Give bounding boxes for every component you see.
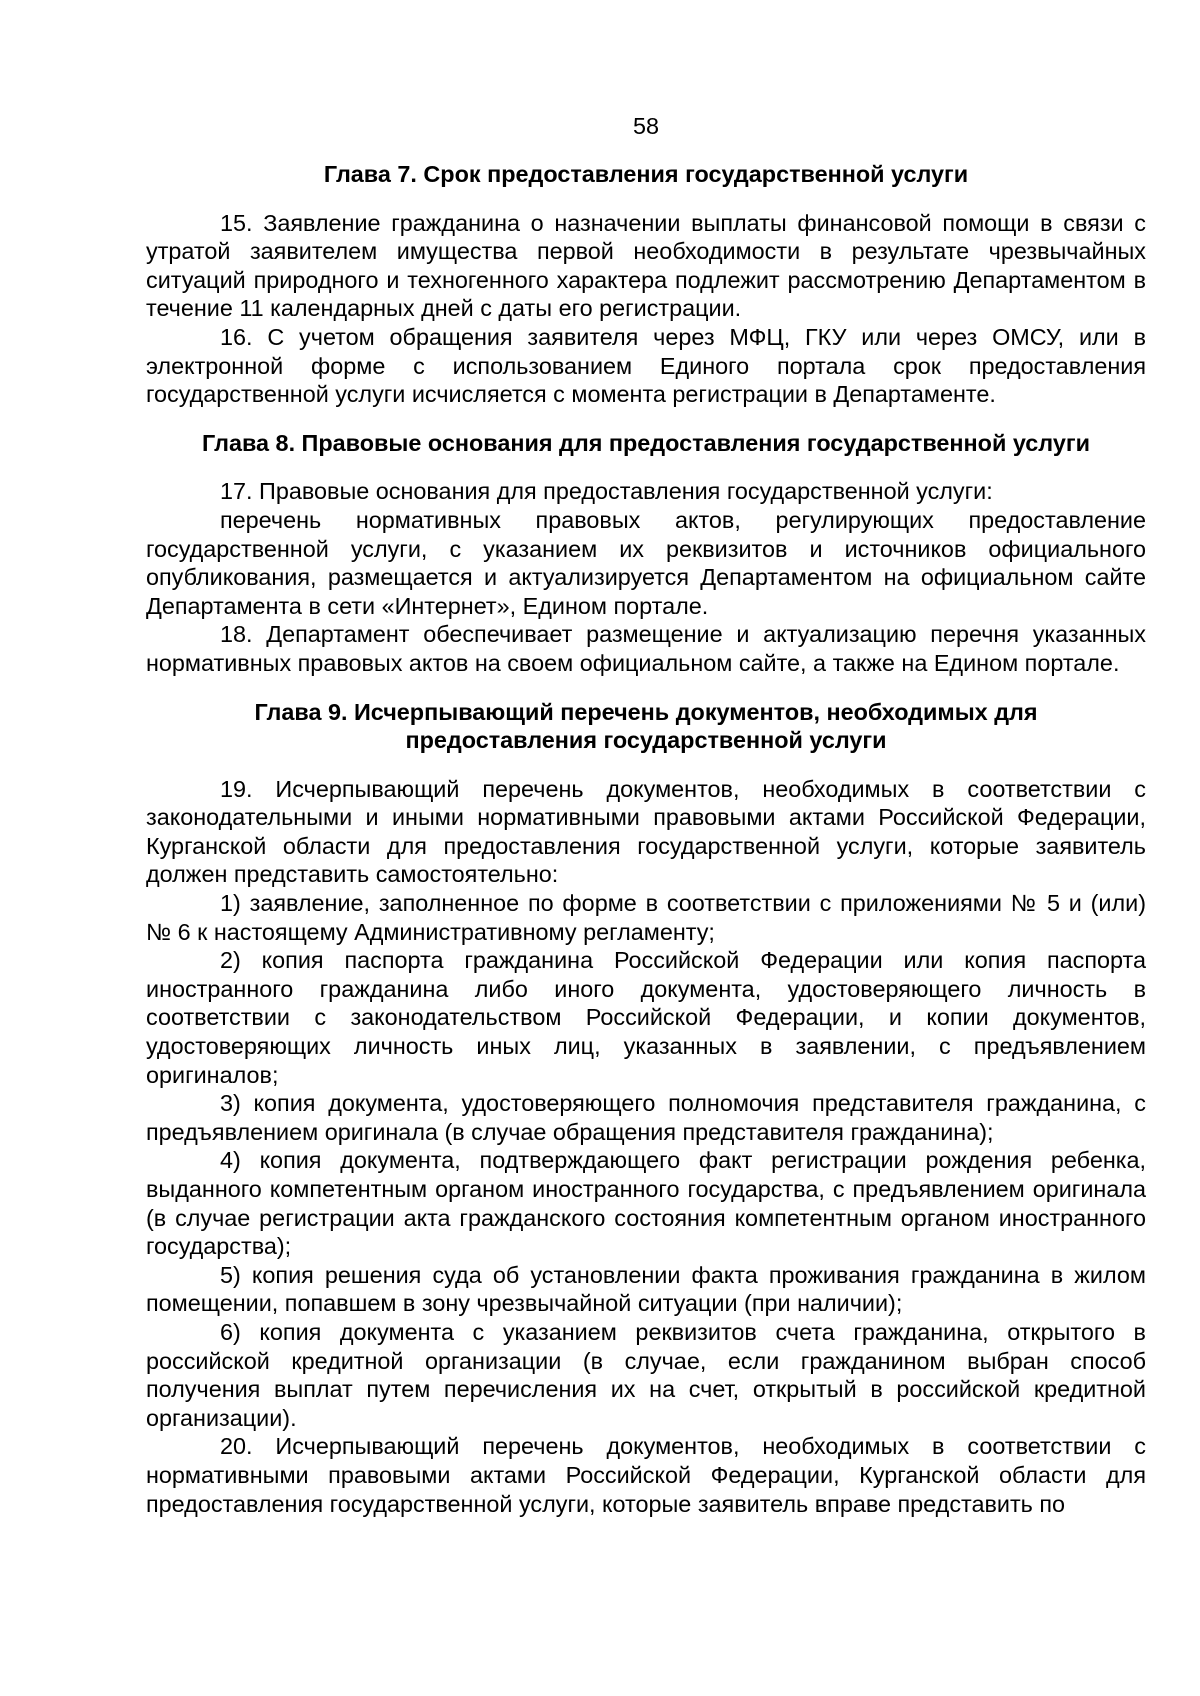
paragraph-17: 17. Правовые основания для предоставления государственной услуги: — [220, 478, 993, 505]
chapter-9-title: Глава 9. Исчерпывающий перечень документов, необходимых для предоставления государственной услуги — [254, 698, 1038, 754]
paragraph-18: 18. Департамент обеспечивает размещение и актуализацию перечня указанных нормативных правовых актов на своем официальном сайте, а также на Едином портале. — [146, 621, 1146, 676]
chapter-8-title: Глава 8. Правовые основания для предоставления государственной услуги — [202, 429, 1090, 456]
paragraph-17-list: перечень нормативных правовых актов, регулирующих предоставление государственной услуги, с указанием их реквизитов и источников официального опубликования, размещается и актуализируется Департаментом на официальном сайте Департамента в сети «Интернет», Едином портале. — [146, 506, 1146, 619]
list-item-6: 6) копия документа с указанием реквизитов счета гражданина, открытого в российской кредитной организации (в случае, если гражданином выбран способ получения выплат путем перечисления их на счет, открытый в российской кредитной организации). — [146, 1318, 1146, 1431]
chapter-7-title: Глава 7. Срок предоставления государственной услуги — [323, 161, 969, 187]
paragraph-16: 16. С учетом обращения заявителя через МФЦ, ГКУ или через ОМСУ, или в электронной форме с использованием Единого портала срок предоставления государственной услуги исчисляется с момента регистрации в Департаменте. — [146, 323, 1146, 408]
list-item-4: 4) копия документа, подтверждающего факт регистрации рождения ребенка, выданного компетентным органом иностранного государства, с предъявлением оригинала (в случае регистрации акта гражданского состояния компетентным органом иностранного государства); — [146, 1147, 1146, 1260]
paragraph-20: 20. Исчерпывающий перечень документов, необходимых в соответствии с нормативными правовыми актами Российской Федерации, Курганской области для предоставления государственной услуги, которые заявитель вправе представить по — [146, 1433, 1146, 1517]
paragraph-15: 15. Заявление гражданина о назначении выплаты финансовой помощи в связи с утратой заявителем имущества первой необходимости в результате чрезвычайных ситуаций природного и техногенного характера подлежит рассмотрению Департаментом в течение 11 календарных дней с даты его регистрации. — [146, 209, 1146, 322]
list-item-2: 2) копия паспорта гражданина Российской Федерации или копия паспорта иностранного гражданина либо иного документа, удостоверяющего личность в соответствии с законодательством Российской Федерации, и копии документов, удостоверяющих личность иных лиц, указанных в заявлении, с предъявлением оригиналов; — [146, 947, 1146, 1088]
document-page — [146, 112, 1146, 1518]
list-item-3: 3) копия документа, удостоверяющего полномочия представителя гражданина, с предъявлением оригинала (в случае обращения представителя гражданина); — [146, 1090, 1146, 1145]
list-item-5: 5) копия решения суда об установлении факта проживания гражданина в жилом помещении, попавшем в зону чрезвычайной ситуации (при наличии); — [146, 1261, 1146, 1317]
paragraph-19: 19. Исчерпывающий перечень документов, необходимых в соответствии с законодательными и иными нормативными правовыми актами Российской Федерации, Курганской области для предоставления государственной услуги, которые заявитель должен представить самостоятельно: — [146, 775, 1146, 888]
page-number: 58 — [632, 113, 660, 139]
list-item-1: 1) заявление, заполненное по форме в соответствии с приложениями № 5 и (или) № 6 к настоящему Административному регламенту; — [146, 890, 1146, 945]
